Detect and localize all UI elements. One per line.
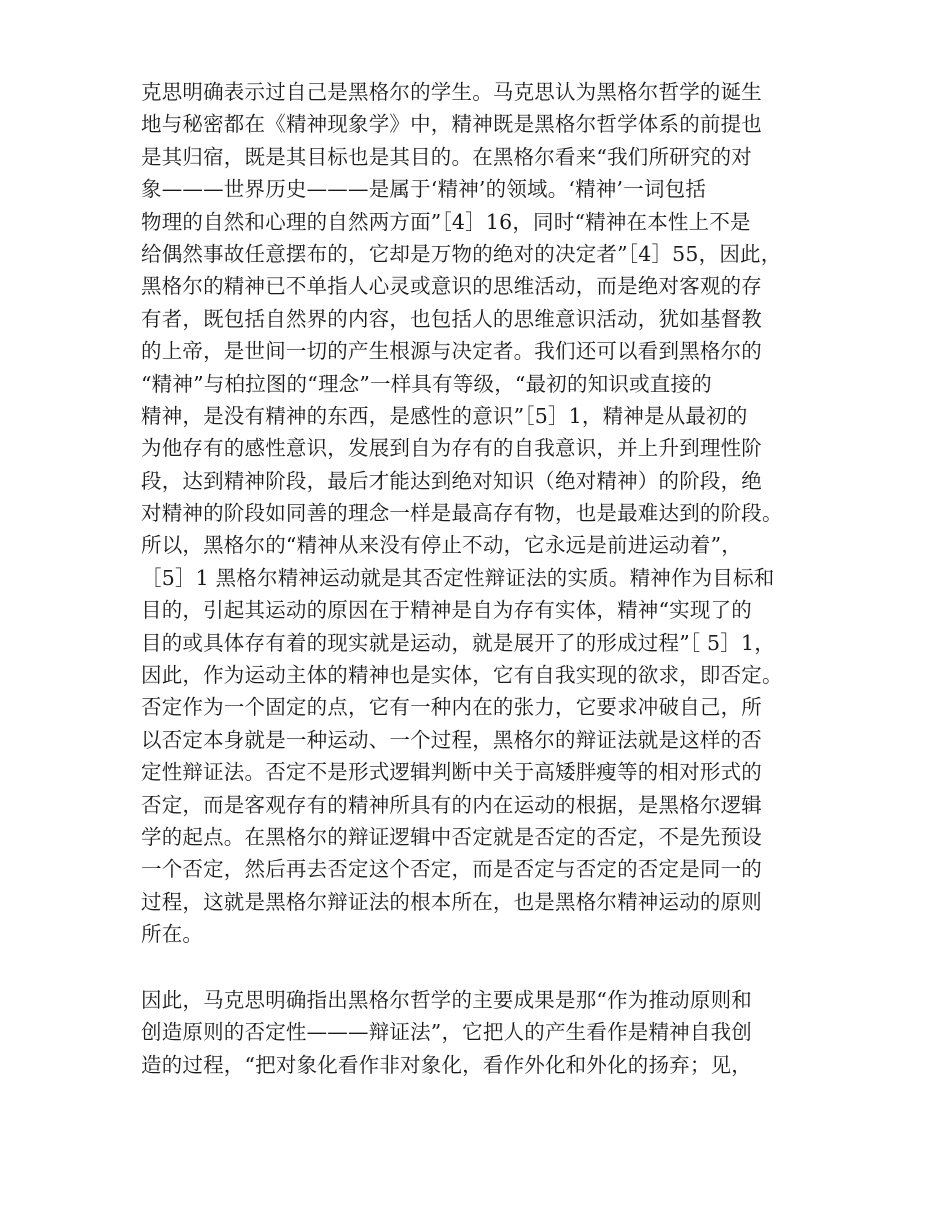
text-line: 目的或具体存有着的现实就是运动，就是展开了的形成过程”［ 5］1， (141, 630, 775, 655)
text-line: 否定作为一个固定的点，它有一种内在的张力，它要求冲破自己，所 (141, 695, 762, 720)
text-line: 创造原则的否定性———辩证法”，它把人的产生看作是精神自我创 (141, 1020, 752, 1045)
text-line: 是其归宿，既是其目标也是其目的。在黑格尔看来“我们所研究的对 (141, 144, 752, 169)
text-line: 为他存有的感性意识，发展到自为存有的自我意识，并上升到理性阶 (141, 436, 762, 461)
text-line: 物理的自然和心理的自然两方面”［4］16，同时“精神在本性上不是 (141, 209, 751, 234)
text-line: 有者，既包括自然界的内容，也包括人的思维意识活动，犹如基督教 (141, 306, 762, 331)
text-line: 因此，作为运动主体的精神也是实体，它有自我实现的欲求，即否定。 (141, 663, 783, 688)
text-line: 所在。 (141, 922, 204, 947)
text-line: 一个否定，然后再去否定这个否定，而是否定与否定的否定是同一的 (141, 857, 762, 882)
text-line: 克思明确表示过自己是黑格尔的学生。马克思认为黑格尔哲学的诞生 (141, 80, 762, 104)
text-line: ［5］1 黑格尔精神运动就是其否定性辩证法的实质。精神作为目标和 (141, 565, 775, 590)
text-line: 象———世界历史———是属于‘精神’的领域。‘精神’一词包括 (141, 177, 707, 202)
paragraph-2 (141, 984, 821, 1081)
text-line: 否定，而是客观存有的精神所具有的内在运动的根据，是黑格尔逻辑 (141, 792, 762, 817)
text-line: “精神”与柏拉图的“理念”一样具有等级，“最初的知识或直接的 (141, 371, 712, 396)
text-line: 所以，黑格尔的“精神从来没有停止不动，它永远是前进运动着”， (141, 533, 742, 558)
text-line: 造的过程，“把对象化看作非对象化，看作外化和外化的扬弃；见， (141, 1052, 752, 1077)
text-line: 精神，是没有精神的东西，是感性的意识”［5］1，精神是从最初的 (141, 403, 748, 428)
text-line: 段，达到精神阶段，最后才能达到绝对知识（绝对精神）的阶段，绝 (141, 468, 762, 493)
text-line: 的上帝，是世间一切的产生根源与决定者。我们还可以看到黑格尔的 (141, 339, 762, 364)
paragraph-1 (141, 76, 821, 951)
text-line: 过程，这就是黑格尔辩证法的根本所在，也是黑格尔精神运动的原则 (141, 889, 762, 914)
text-line: 以否定本身就是一种运动、一个过程，黑格尔的辩证法就是这样的否 (141, 727, 762, 752)
text-line: 地与秘密都在《精神现象学》中，精神既是黑格尔哲学体系的前提也 (141, 112, 762, 137)
text-line: 对精神的阶段如同善的理念一样是最高存有物，也是最难达到的阶段。 (141, 501, 783, 526)
text-line: 因此，马克思明确指出黑格尔哲学的主要成果是那“作为推动原则和 (141, 988, 752, 1012)
text-line: 学的起点。在黑格尔的辩证逻辑中否定就是否定的否定，不是先预设 (141, 824, 762, 849)
text-line: 目的，引起其运动的原因在于精神是自为存有实体，精神“实现了的 (141, 598, 752, 623)
text-line: 定性辩证法。否定不是形式逻辑判断中关于高矮胖瘦等的相对形式的 (141, 760, 762, 785)
text-line: 黑格尔的精神已不单指人心灵或意识的思维活动，而是绝对客观的存 (141, 274, 762, 299)
text-line: 给偶然事故任意摆布的，它却是万物的绝对的决定者”［4］55，因此， (141, 241, 782, 266)
